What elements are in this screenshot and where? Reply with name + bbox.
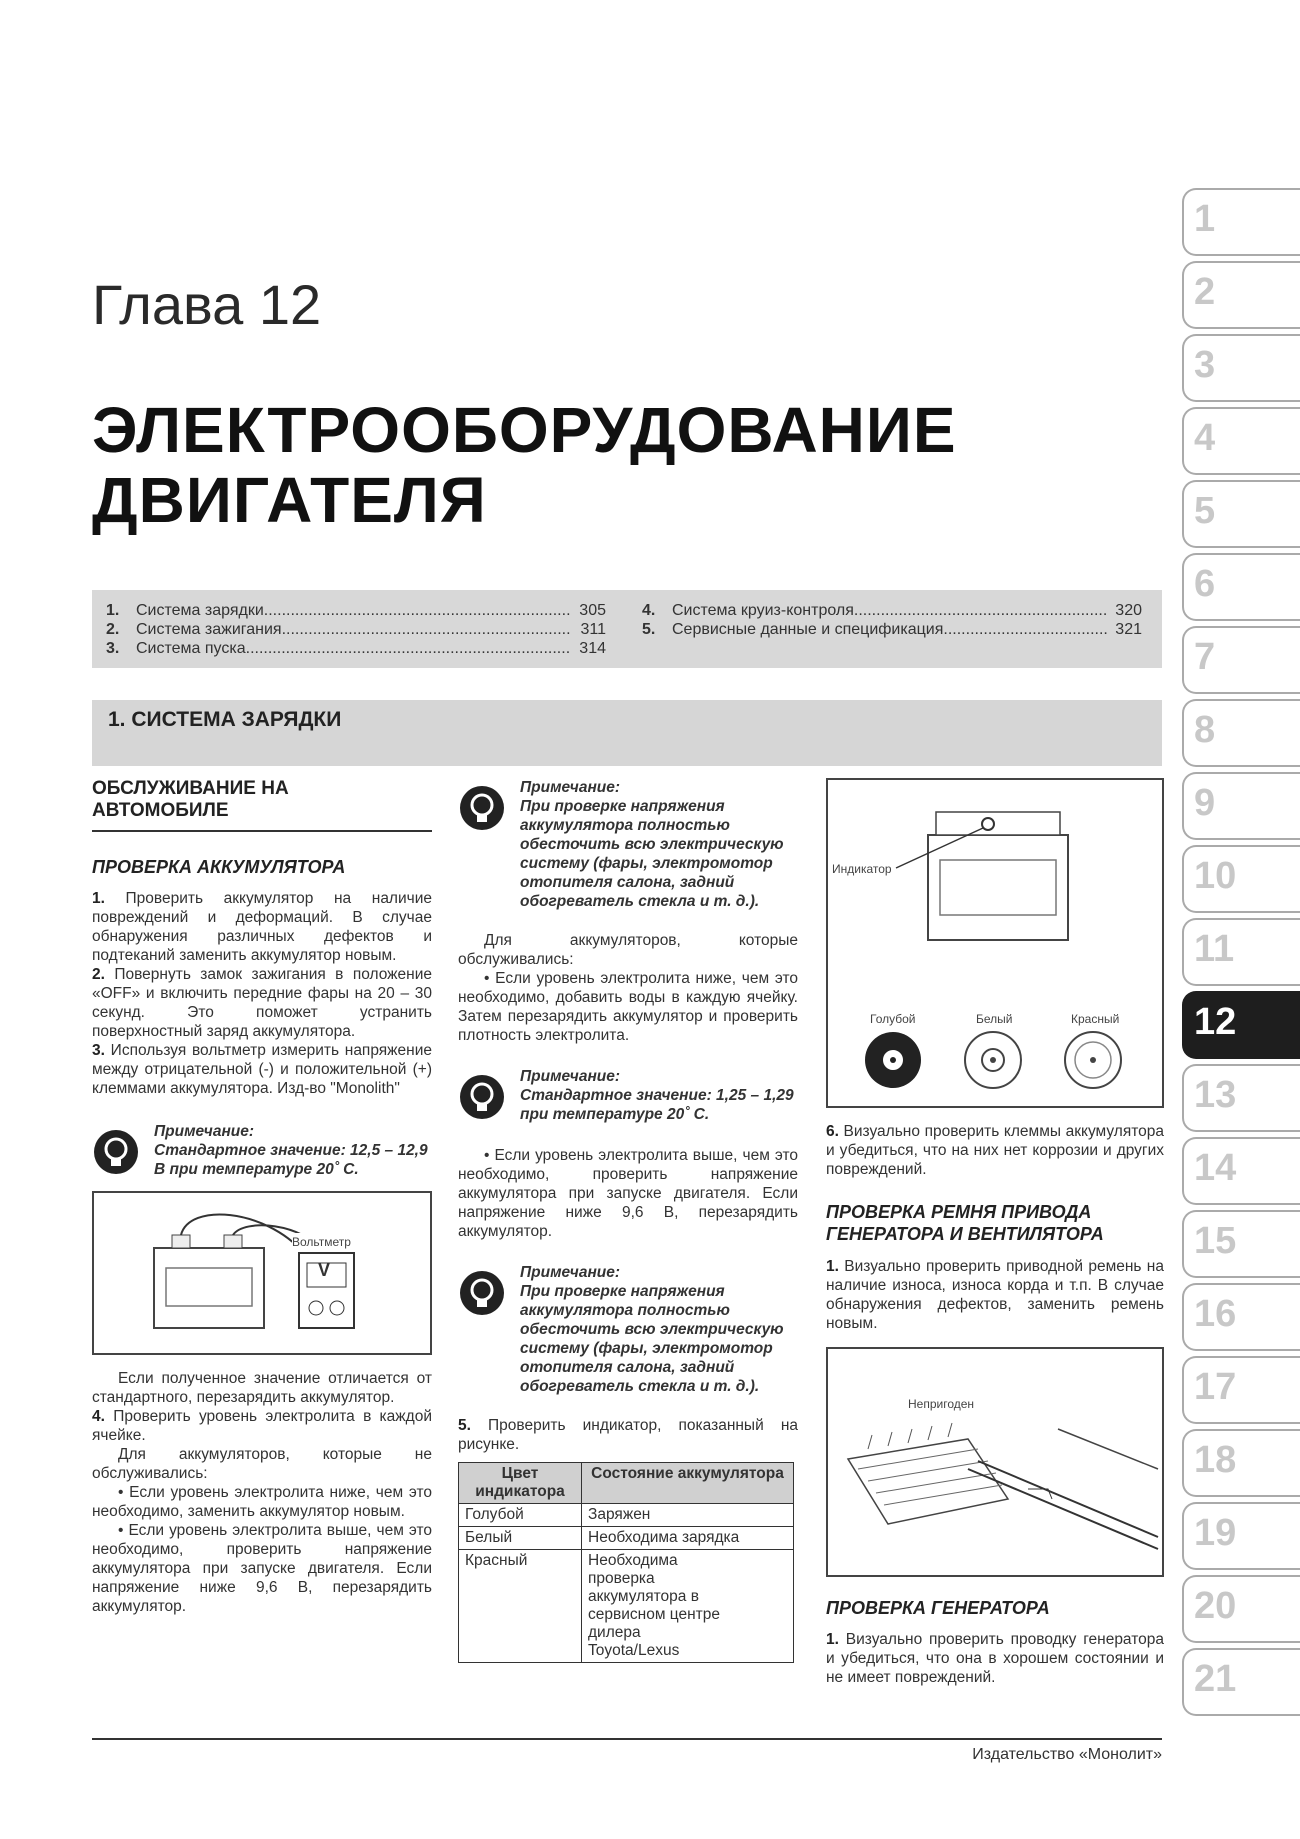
belt-figure: [826, 1347, 1164, 1577]
toc-item-label: Система зажигания: [136, 621, 282, 638]
table-row: [459, 1504, 794, 1527]
table-header: Состояние аккумулятора: [582, 1463, 794, 1504]
table-row: [459, 1527, 794, 1550]
belt-wear-diagram: [828, 1349, 1162, 1575]
toc-item-page: 311: [580, 621, 606, 638]
chapter-tab-active[interactable]: 12: [1182, 991, 1300, 1061]
paragraph-if-differs: Если полученное значение отличается от стандартного, перезарядить аккумулятор.: [92, 1370, 432, 1406]
battery-voltmeter-diagram: [94, 1193, 430, 1353]
table-cell: Необходима зарядка: [582, 1527, 794, 1550]
bullet-low-electrolyte: • Если уровень электролита ниже, чем это необходимо, заменить аккумулятор новым.: [92, 1484, 432, 1520]
toc-item-page: 305: [579, 602, 606, 619]
chapter-tab[interactable]: 14: [1182, 1137, 1300, 1207]
table-cell: Необходима проверка аккумулятора в сервисном центре дилера Toyota/Lexus: [582, 1550, 794, 1663]
chapter-tab[interactable]: 2: [1182, 261, 1300, 331]
indicator-white-label: Белый: [976, 1012, 1013, 1026]
table-cell: Белый: [459, 1527, 582, 1550]
chapter-tab[interactable]: 11: [1182, 918, 1300, 988]
belt-unusable-label: Непригоден: [908, 1397, 975, 1411]
toc-item-label: Сервисные данные и спецификация: [672, 621, 944, 638]
toc-item[interactable]: 2. Система зажигания ..... 311: [106, 621, 606, 639]
voltmeter-glyph: V: [318, 1260, 331, 1280]
indicator-red-label: Красный: [1071, 1012, 1120, 1026]
heading-battery-check: ПРОВЕРКА АККУМУЛЯТОРА: [92, 857, 346, 877]
toc-item-page: 321: [1115, 621, 1142, 638]
step-6: 6. Визуально проверить клеммы аккумулятора и убедиться, что на них нет коррозии и других повреждений.: [826, 1123, 1164, 1178]
title-line-1: ЭЛЕКТРООБОРУДОВАНИЕ: [92, 394, 957, 466]
table-header: Цвет индикатора: [459, 1463, 582, 1504]
title-line-2: ДВИГАТЕЛЯ: [92, 464, 487, 536]
chapter-tab[interactable]: 17: [1182, 1356, 1300, 1426]
voltmeter-label: Вольтметр: [292, 1233, 351, 1252]
table-cell: Голубой: [459, 1504, 582, 1527]
note-disconnect-1: Примечание: При проверке напряжения аккумулятора полностью обесточить всю электрическую систему (фары, электромотор отопителя салона, задний обогреватель стекла и т. д.).: [458, 778, 798, 911]
note-density: Примечание: Стандартное значение: 1,25 – 1,29 при температуре 20˚ С.: [458, 1067, 798, 1124]
toc-item-page: 320: [1115, 602, 1142, 619]
step-2: 2. Повернуть замок зажигания в положение «OFF» и включить передние фары на 20 – 30 секунд. Это поможет устранить поверхностный заряд аккумулятора.: [92, 966, 432, 1040]
toc-item-label: Система зарядки: [136, 602, 264, 619]
chapter-tab[interactable]: 13: [1182, 1064, 1300, 1134]
column-2: [458, 778, 798, 1663]
indicator-blue-label: Голубой: [870, 1012, 916, 1026]
note-standard-voltage: Примечание: Стандартное значение: 12,5 – 12,9 В при температуре 20˚ С.: [92, 1122, 432, 1179]
chapter-tab[interactable]: 8: [1182, 699, 1300, 769]
chapter-tab[interactable]: 10: [1182, 845, 1300, 915]
chapter-tab[interactable]: 3: [1182, 334, 1300, 404]
section-header: 1. СИСТЕМА ЗАРЯДКИ: [92, 700, 1162, 766]
bullet-high-electrolyte: • Если уровень электролита выше, чем это необходимо, проверить напряжение аккумулятора при запуске двигателя. Если напряжение ниже 9,6 В, перезарядить аккумулятор.: [458, 1147, 798, 1240]
chapter-tab[interactable]: 6: [1182, 553, 1300, 623]
paragraph-serviced: Для аккумуляторов, которые обслуживались:: [458, 932, 798, 968]
toc-item[interactable]: 1. Система зарядки ..... 305: [106, 602, 606, 620]
lightbulb-icon: [92, 1128, 140, 1176]
note-disconnect-2: Примечание: При проверке напряжения аккумулятора полностью обесточить всю электрическую систему (фары, электромотор отопителя салона, задний обогреватель стекла и т. д.).: [458, 1263, 798, 1396]
step-belt-1: 1. Визуально проверить приводной ремень на наличие износа, износа корда и т.п. В случае обнаружения дефектов, заменить ремень новым.: [826, 1258, 1164, 1332]
step-3: 3. Используя вольтметр измерить напряжение между отрицательной (-) и положительной (+) клеммами аккумулятора. Изд-во "Monolith": [92, 1042, 432, 1097]
toc-item[interactable]: 5. Сервисные данные и спецификация ..... 321: [642, 621, 1142, 639]
paragraph-not-serviced: Для аккумуляторов, которые не обслуживались:: [92, 1446, 432, 1482]
chapter-tab[interactable]: 21: [1182, 1648, 1300, 1718]
chapter-tab[interactable]: 15: [1182, 1210, 1300, 1280]
lightbulb-icon: [458, 1073, 506, 1121]
bullet-add-water: • Если уровень электролита ниже, чем это необходимо, добавить воды в каждую ячейку. Затем перезарядить аккумулятор и проверить плотность электролита.: [458, 970, 798, 1044]
lightbulb-icon: [458, 784, 506, 832]
indicator-figure: [826, 778, 1164, 1108]
chapter-tab[interactable]: 18: [1182, 1429, 1300, 1499]
heading-service: ОБСЛУЖИВАНИЕ НА АВТОМОБИЛЕ: [92, 778, 289, 821]
bullet-high-electrolyte: • Если уровень электролита выше, чем это необходимо, проверить напряжение аккумулятора при запуске двигателя. Если напряжение ниже 9,6 В, перезарядить аккумулятор.: [92, 1522, 432, 1615]
step-4: 4. Проверить уровень электролита в каждой ячейке.: [92, 1408, 432, 1444]
chapter-tab[interactable]: 1: [1182, 188, 1300, 258]
step-gen-1: 1. Визуально проверить проводку генератора и убедиться, что она в хорошем состоянии и не имеет повреждений.: [826, 1631, 1164, 1686]
chapter-tab[interactable]: 5: [1182, 480, 1300, 550]
toc-item-label: Система пуска: [136, 640, 246, 657]
chapter-tab[interactable]: 7: [1182, 626, 1300, 696]
chapter-toc: [92, 590, 1162, 668]
chapter-label: Глава 12: [92, 273, 322, 336]
toc-item-page: 314: [579, 640, 606, 657]
heading-belt-check: ПРОВЕРКА РЕМНЯ ПРИВОДА ГЕНЕРАТОРА И ВЕНТИЛЯТОРА: [826, 1202, 1104, 1244]
column-1: [92, 778, 432, 1616]
publisher-label: Издательство «Монолит»: [972, 1746, 1162, 1763]
toc-item[interactable]: 4. Система круиз-контроля ..... 320: [642, 602, 1142, 620]
battery-indicator-diagram: [828, 780, 1162, 1106]
chapter-tab[interactable]: 19: [1182, 1502, 1300, 1572]
page-footer: [92, 1738, 1162, 1763]
page-title: [92, 395, 957, 535]
chapter-tab[interactable]: 4: [1182, 407, 1300, 477]
step-5: 5. Проверить индикатор, показанный на рисунке.: [458, 1417, 798, 1453]
column-3: [826, 778, 1164, 1687]
table-cell: Заряжен: [582, 1504, 794, 1527]
toc-item-label: Система круиз-контроля: [672, 602, 854, 619]
chapter-tab[interactable]: 9: [1182, 772, 1300, 842]
indicator-label: Индикатор: [832, 860, 892, 879]
step-1: 1. Проверить аккумулятор на наличие повреждений и деформаций. В случае обнаружения различных дефектов и подтеканий заменить аккумулятор новым.: [92, 890, 432, 964]
table-header-row: [459, 1463, 794, 1504]
indicator-table: [458, 1462, 794, 1663]
lightbulb-icon: [458, 1269, 506, 1317]
toc-item[interactable]: 3. Система пуска ..... 314: [106, 640, 606, 658]
table-row: [459, 1550, 794, 1663]
heading-generator-check: ПРОВЕРКА ГЕНЕРАТОРА: [826, 1598, 1050, 1618]
voltmeter-figure: [92, 1191, 432, 1355]
chapter-tab[interactable]: 16: [1182, 1283, 1300, 1353]
table-cell: Красный: [459, 1550, 582, 1663]
chapter-tab[interactable]: 20: [1182, 1575, 1300, 1645]
